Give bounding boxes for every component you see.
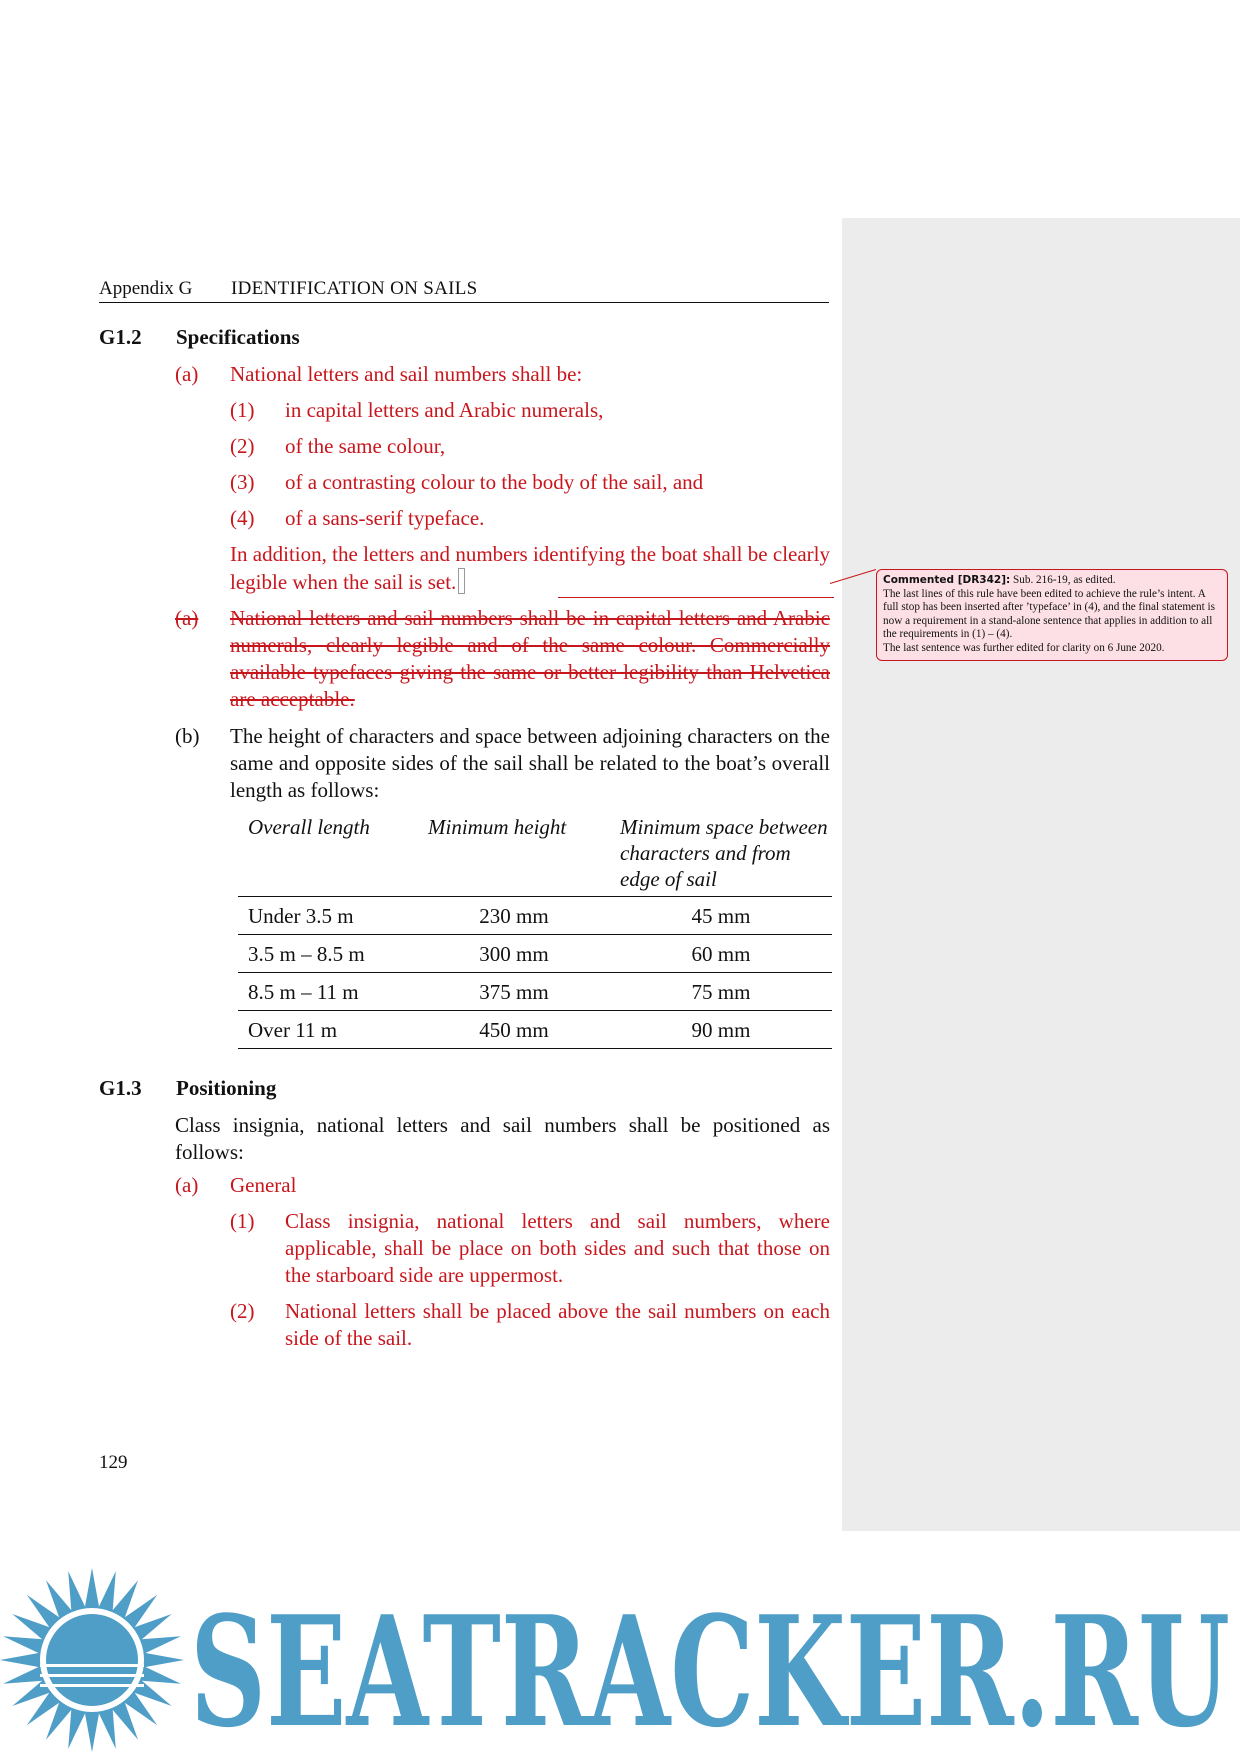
g13-subitem-2-text: National letters shall be placed above the sail numbers on each side of the sail. bbox=[285, 1299, 830, 1350]
section-number-g13: G1.3 bbox=[99, 1076, 142, 1100]
item-g13-a-label: (a) bbox=[175, 1173, 199, 1197]
table-cell: 3.5 m – 8.5 m bbox=[238, 935, 418, 973]
g13-subitem-1-label: (1) bbox=[230, 1209, 255, 1233]
subitem-4-text: of a sans-serif typeface. bbox=[285, 506, 485, 530]
deleted-paragraph: National letters and sail numbers shall be in capital letters and Arabic numerals, clearly legible and of the same colour. Commercially available typefaces giving the same or better legibility than Helvetica are acceptable. bbox=[230, 606, 830, 711]
table-row bbox=[238, 1011, 832, 1049]
addition-paragraph bbox=[230, 541, 830, 596]
item-b-text: The height of characters and space between adjoining characters on the same and opposite sides of the sail shall be related to the boat’s overall length as follows: bbox=[230, 724, 830, 802]
table-header-cell: Minimum height bbox=[418, 814, 610, 897]
addition-text: In addition, the letters and numbers identifying the boat shall be clearly legible when the sail is set. bbox=[230, 542, 830, 594]
table-row bbox=[238, 935, 832, 973]
subitem-2-label: (2) bbox=[230, 434, 255, 458]
table-row bbox=[238, 973, 832, 1011]
comment-connector bbox=[558, 597, 834, 598]
table-cell: 300 mm bbox=[418, 935, 610, 973]
g13-subitem-2-label: (2) bbox=[230, 1299, 255, 1323]
subitem-2-text: of the same colour, bbox=[285, 434, 446, 458]
subitem-3-label: (3) bbox=[230, 470, 255, 494]
comment-author: Commented [DR342]: bbox=[883, 574, 1011, 586]
subitem-1-text: in capital letters and Arabic numerals, bbox=[285, 398, 604, 422]
table-header-cell: Overall length bbox=[238, 814, 418, 897]
section-title-g12: Specifications bbox=[176, 325, 300, 349]
watermark-text: SEATRACKER.RU bbox=[190, 1582, 1230, 1754]
table-cell: 75 mm bbox=[610, 973, 832, 1011]
g13-subitem-1-text: Class insignia, national letters and sail numbers, where applicable, shall be place on both sides and such that those on the starboard side are uppermost. bbox=[285, 1209, 830, 1287]
table-cell: Over 11 m bbox=[238, 1011, 418, 1049]
deleted-label: (a) bbox=[175, 606, 199, 630]
comment-balloon[interactable] bbox=[876, 569, 1228, 661]
subitem-1-label: (1) bbox=[230, 398, 255, 422]
table-cell: 60 mm bbox=[610, 935, 832, 973]
header-title: IDENTIFICATION ON SAILS bbox=[231, 278, 478, 299]
table-row bbox=[238, 897, 832, 935]
table-cell: 375 mm bbox=[418, 973, 610, 1011]
comment-line-1: Sub. 216-19, as edited. bbox=[1013, 574, 1116, 586]
sail-number-size-table bbox=[238, 814, 832, 1049]
subitem-3-text: of a contrasting colour to the body of the sail, and bbox=[285, 470, 704, 494]
comment-margin-pane bbox=[842, 218, 1240, 1531]
section-title-g13: Positioning bbox=[176, 1076, 277, 1100]
comment-anchor[interactable] bbox=[458, 568, 465, 594]
section-number-g12: G1.2 bbox=[99, 325, 142, 349]
comment-line-2: The last lines of this rule have been edited to achieve the rule’s intent. A full stop has been inserted after ’typeface’ in (4), and the final statement is now a requirement in a stand-alone sentence that applies in addition to all the requirements in (1) – (4). bbox=[883, 587, 1215, 641]
header-appendix: Appendix G bbox=[99, 278, 193, 299]
comment-line-3: The last sentence was further edited for clarity on 6 June 2020. bbox=[883, 641, 1165, 654]
table-cell: 450 mm bbox=[418, 1011, 610, 1049]
watermark bbox=[0, 1560, 1240, 1754]
table-header-cell: Minimum space between characters and from edge of sail bbox=[610, 814, 832, 897]
sun-logo-icon bbox=[0, 1568, 184, 1752]
item-g13-a-text: General bbox=[230, 1173, 297, 1197]
subitem-4-label: (4) bbox=[230, 506, 255, 530]
table-cell: 90 mm bbox=[610, 1011, 832, 1049]
table-cell: 45 mm bbox=[610, 897, 832, 935]
item-b-label: (b) bbox=[175, 724, 200, 748]
item-a-label: (a) bbox=[175, 362, 199, 386]
page-header bbox=[99, 276, 829, 303]
item-a-text: National letters and sail numbers shall be: bbox=[230, 362, 583, 386]
table-cell: Under 3.5 m bbox=[238, 897, 418, 935]
table-header-row bbox=[238, 814, 832, 897]
positioning-intro: Class insignia, national letters and sail numbers shall be positioned as follows: bbox=[175, 1113, 830, 1164]
table-cell: 230 mm bbox=[418, 897, 610, 935]
page-number: 129 bbox=[99, 1452, 128, 1473]
table-cell: 8.5 m – 11 m bbox=[238, 973, 418, 1011]
